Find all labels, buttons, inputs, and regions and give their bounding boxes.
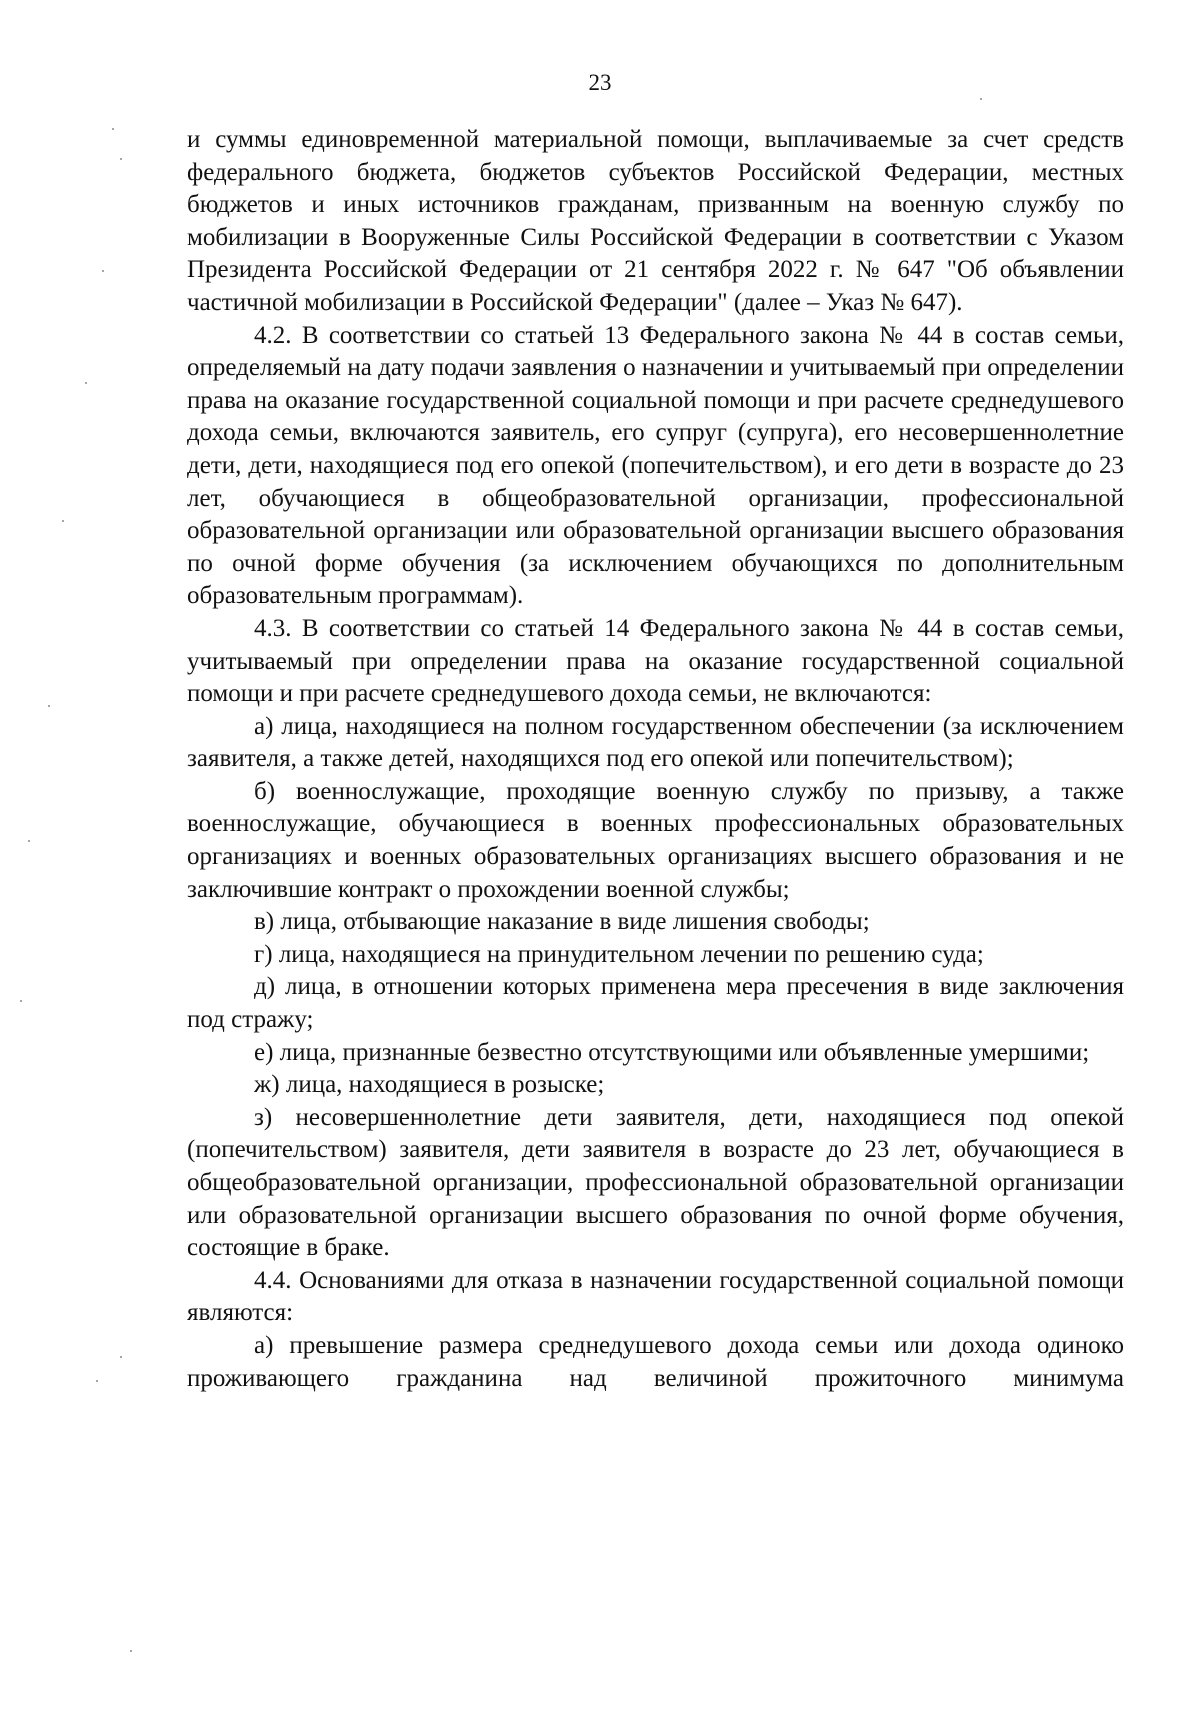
list-item-zh: ж) лица, находящиеся в розыске;: [254, 1071, 605, 1099]
scan-speck: [102, 270, 104, 272]
list-item-v: в) лица, отбывающие наказание в виде лишения свободы;: [254, 908, 870, 936]
document-body: [187, 124, 1124, 1395]
page-number: 23: [588, 70, 612, 95]
paragraph-4-4: 4.4. Основаниями для отказа в назначении государственной социальной помощи являются:: [187, 1266, 1124, 1327]
scan-speck: [130, 1650, 132, 1652]
scan-speck: [48, 705, 50, 707]
scan-speck: [980, 98, 982, 100]
scan-speck: [85, 382, 87, 384]
list-item-g: г) лица, находящиеся на принудительном лечении по решению суда;: [254, 940, 984, 968]
list-item-d: д) лица, в отношении которых применена мера пресечения в виде заключения под стражу;: [187, 973, 1124, 1034]
scan-speck: [28, 840, 30, 842]
paragraph-continuation: и суммы единовременной материальной помощи, выплачиваемые за счет средств федерального бюджета, бюджетов субъектов Российской Федерации, местных бюджетов и иных источников гражданам, призванным на военную службу по мобилизации в Вооруженные Силы Российской Федерации в соответствии с Указом Президента Российской Федерации от 21 сентября 2022 г. № 647 "Об объявлении частичной мобилизации в Российской Федерации" (далее – Указ № 647).: [187, 126, 1124, 316]
scan-speck: [20, 1000, 22, 1002]
list-item-z: з) несовершеннолетние дети заявителя, дети, находящиеся под опекой (попечительством) заявителя, дети заявителя в возрасте до 23 лет, обучающиеся в общеобразовательной организации, профессиональной образовательной организации или образовательной организации высшего образования по очной форме обучения, состоящие в браке.: [187, 1103, 1124, 1262]
list-item-b: б) военнослужащие, проходящие военную службу по призыву, а также военнослужащие, обучающиеся в военных профессиональных образовательных организациях и военных образовательных организациях высшего образования и не заключившие контракт о прохождении военной службы;: [187, 777, 1124, 903]
scan-speck: [120, 1356, 122, 1358]
list-item-a: а) лица, находящиеся на полном государственном обеспечении (за исключением заявителя, а также детей, находящихся под его опекой или попечительством);: [187, 712, 1124, 773]
list-item-a-refusal: а) превышение размера среднедушевого дохода семьи или дохода одиноко проживающего гражданина над величиной прожиточного минимума: [187, 1331, 1124, 1392]
list-item-e: е) лица, признанные безвестно отсутствующими или объявленные умершими;: [254, 1038, 1090, 1066]
paragraph-4-3: 4.3. В соответствии со статьей 14 Федерального закона № 44 в состав семьи, учитываемый при определении права на оказание государственной социальной помощи и при расчете среднедушевого дохода семьи, не включаются:: [187, 614, 1124, 708]
scan-speck: [112, 128, 114, 130]
scan-speck: [120, 158, 122, 160]
paragraph-4-2: 4.2. В соответствии со статьей 13 Федерального закона № 44 в состав семьи, определяемый на дату подачи заявления о назначении и учитываемый при определении права на оказание государственной социальной помощи и при расчете среднедушевого дохода семьи, включаются заявитель, его супруг (супруга), его несовершеннолетние дети, дети, находящиеся под его опекой (попечительством), и его дети в возрасте до 23 лет, обучающиеся в общеобразовательной организации, профессиональной образовательной организации или образовательной организации высшего образования по очной форме обучения (за исключением обучающихся по дополнительным образовательным программам).: [187, 321, 1124, 610]
scan-speck: [96, 1380, 98, 1382]
scan-speck: [62, 520, 64, 522]
